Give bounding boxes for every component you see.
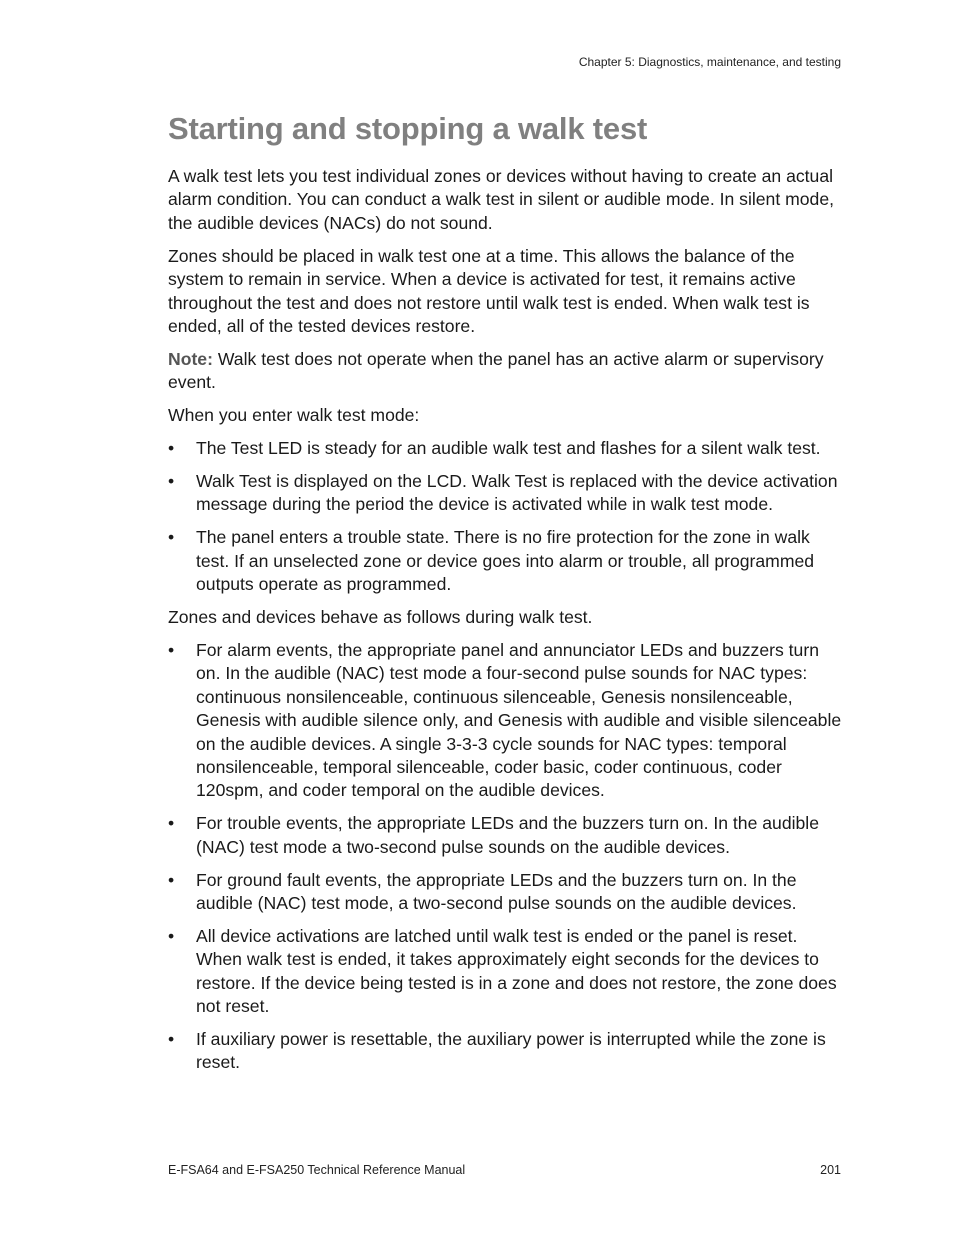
bullet-icon: • [168,869,175,890]
bullet-icon: • [168,813,175,834]
mode-bullet-list [168,437,844,596]
list-item-text: The panel enters a trouble state. There is no fire protection for the zone in walk test. If an unselected zone or device goes into alarm or trouble, all programmed outputs operate as programmed. [196,527,815,595]
page-title: Starting and stopping a walk test [168,111,648,146]
note-label: Note: [168,348,213,369]
page-number: 201 [820,1163,841,1177]
list-item-text: For ground fault events, the appropriate LEDs and the buzzers turn on. In the audible (NAC) test mode, a two-second pulse sounds on the audible devices. [196,869,797,913]
list-item-text: Walk Test is displayed on the LCD. Walk Test is replaced with the device activation message during the period the device is activated while in walk test mode. [196,470,838,515]
bullet-icon: • [168,470,175,491]
list-item [168,526,844,596]
running-header: Chapter 5: Diagnostics, maintenance, and testing [578,55,841,69]
list-item [168,812,844,859]
list-item [168,925,844,1019]
bullet-icon: • [168,1029,175,1049]
note-text: Walk test does not operate when the panel has an active alarm or supervisory event. [168,348,824,393]
list-item-text: The Test LED is steady for an audible walk test and flashes for a silent walk test. [196,438,821,459]
list-item [168,1028,844,1075]
intro-paragraph: Zones should be placed in walk test one at a time. This allows the balance of the system to remain in service. When a device is activated for test, it remains active throughout the test and does not restore until walk test is ended. When walk test is ended, all of the tested devices restore. [168,245,810,336]
bullet-icon: • [168,527,175,548]
list-item [168,437,844,460]
intro-paragraph: A walk test lets you test individual zones or devices without having to create an actual alarm condition. You can conduct a walk test in silent or audible mode. In silent mode, the audible devices (NACs) do not sound. [168,166,835,233]
list-item-text: For trouble events, the appropriate LEDs and the buzzers turn on. In the audible (NAC) test mode a two-second pulse sounds on the audible devices. [196,813,820,857]
list-item [168,869,844,916]
bullet-icon: • [168,438,175,459]
list-item-text: For alarm events, the appropriate panel and annunciator LEDs and buzzers turn on. In the audible (NAC) test mode a four-second pulse sounds for NAC types: continuous nonsilenceable, continuous silenceable, Genesis nonsilenceable, Genesis with audible silence only, and Genesis with audible and visible silenceable on the audible devices. A single 3-3-3 cycle sounds for NAC types: temporal nonsilenceable, temporal silenceable, coder basic, coder continuous, coder 120spm, and coder temporal on the audible devices. [196,639,842,801]
bullet-icon: • [168,925,175,946]
bullet-icon: • [168,639,175,660]
behavior-intro: Zones and devices behave as follows during walk test. [168,607,593,627]
page-content [168,108,844,1084]
behavior-bullet-list [168,639,844,1075]
note-paragraph [168,348,844,395]
list-item-text: All device activations are latched until walk test is ended or the panel is reset. When walk test is ended, it takes approximately eight seconds for the devices to restore. If the device being tested is in a zone and does not restore, the zone does not reset. [196,925,837,1017]
manual-title: E-FSA64 and E-FSA250 Technical Reference Manual [168,1163,466,1177]
list-item-text: If auxiliary power is resettable, the auxiliary power is interrupted while the zone is reset. [196,1029,826,1073]
list-item [168,470,844,517]
list-item [168,639,844,803]
mode-intro: When you enter walk test mode: [168,405,420,426]
